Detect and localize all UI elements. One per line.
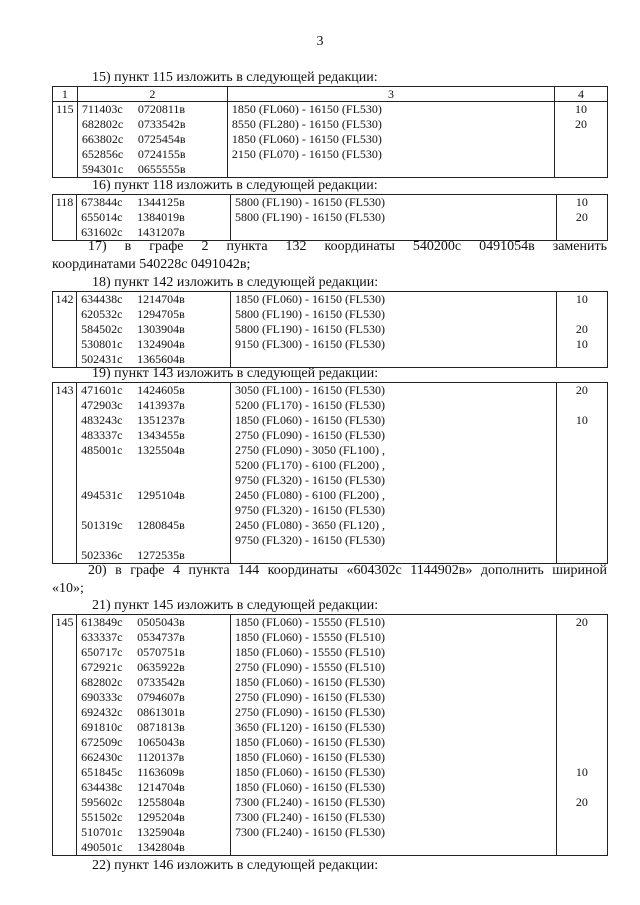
longitude: 0635922в xyxy=(137,660,185,674)
coordinate-line xyxy=(81,473,226,488)
longitude: 0505043в xyxy=(137,615,185,629)
longitude: 1344125в xyxy=(137,195,185,209)
level-range: 5800 (FL190) - 16150 (FL530) xyxy=(235,210,385,224)
level-range: 1850 (FL060) - 16150 (FL530) xyxy=(235,292,385,306)
levels-cell xyxy=(231,383,557,564)
level-range: 1850 (FL060) - 16150 (FL530) xyxy=(235,675,385,689)
latitude: 634438с xyxy=(81,292,123,306)
longitude: 0720811в xyxy=(137,102,186,116)
width-value xyxy=(557,352,607,367)
table-item-145 xyxy=(52,614,608,856)
section-21-heading: 21) пункт 145 изложить в следующей редакции: xyxy=(92,598,379,613)
coordinate-line xyxy=(81,750,226,765)
coordinate-line xyxy=(81,795,226,810)
latitude: 490501с xyxy=(81,840,123,854)
level-range xyxy=(235,840,552,855)
width-value xyxy=(557,458,607,473)
level-range: 2450 (FL080) - 6100 (FL200) , xyxy=(235,488,385,502)
longitude: 1120137в xyxy=(137,750,185,764)
levels-cell xyxy=(231,292,557,368)
width-cell xyxy=(556,615,607,856)
width-value xyxy=(557,443,607,458)
coordinate-line xyxy=(81,322,226,337)
latitude: 485001с xyxy=(81,443,123,457)
level-range: 2450 (FL080) - 3650 (FL120) , xyxy=(235,518,385,532)
latitude: 633337с xyxy=(81,630,123,644)
level-range: 5800 (FL190) - 16150 (FL530) xyxy=(235,322,385,336)
coordinates-cell xyxy=(77,102,227,178)
longitude: 0655555в xyxy=(137,162,186,176)
longitude: 1325904в xyxy=(137,825,185,839)
level-range xyxy=(235,352,552,367)
level-range: 2750 (FL090) - 16150 (FL530) xyxy=(235,705,385,719)
longitude: 1065043в xyxy=(137,735,185,749)
latitude: 692432с xyxy=(81,705,123,719)
width-value: 20 xyxy=(575,795,588,809)
width-value xyxy=(557,750,607,765)
width-value: 20 xyxy=(575,322,588,336)
level-range: 9750 (FL320) - 16150 (FL530) xyxy=(235,533,385,547)
section-16-heading: 16) пункт 118 изложить в следующей редакции: xyxy=(92,178,378,193)
coordinate-line xyxy=(81,195,226,210)
level-range: 7300 (FL240) - 16150 (FL530) xyxy=(235,825,385,839)
width-value xyxy=(555,147,607,162)
longitude: 1413937в xyxy=(137,398,185,412)
latitude: 502336с xyxy=(81,548,123,562)
coordinate-line xyxy=(81,690,226,705)
coordinate-line xyxy=(82,147,223,162)
paragraph-17-line-2: координатами 540228с 0491042в; xyxy=(52,257,251,272)
longitude: 1431207в xyxy=(137,225,185,239)
longitude: 0794607в xyxy=(137,690,185,704)
latitude: 690333с xyxy=(81,690,123,704)
longitude: 1424605в xyxy=(137,383,185,397)
latitude: 594301с xyxy=(81,162,124,176)
level-range: 1850 (FL060) - 16150 (FL530) xyxy=(235,413,385,427)
coordinates-cell xyxy=(77,195,231,241)
header-col-4: 4 xyxy=(555,87,608,102)
width-value xyxy=(557,630,607,645)
level-range: 5200 (FL170) - 16150 (FL530) xyxy=(235,398,385,412)
latitude: 494531с xyxy=(81,488,123,502)
table-item-115 xyxy=(52,86,608,178)
section-15-heading: 15) пункт 115 изложить в следующей редакции: xyxy=(92,70,378,85)
level-range: 9150 (FL300) - 16150 (FL530) xyxy=(235,337,385,351)
level-range: 1850 (FL060) - 16150 (FL530) xyxy=(235,750,385,764)
levels-cell xyxy=(231,615,557,856)
width-value xyxy=(557,428,607,443)
item-number: 118 xyxy=(53,195,77,241)
coordinate-line xyxy=(81,398,226,413)
level-range: 5800 (FL190) - 16150 (FL530) xyxy=(235,195,385,209)
latitude: 631602с xyxy=(81,225,123,239)
coordinate-line xyxy=(81,383,226,398)
coordinate-line xyxy=(81,533,226,548)
level-range: 1850 (FL060) - 15550 (FL510) xyxy=(235,615,385,629)
width-value xyxy=(557,473,607,488)
width-value xyxy=(557,488,607,503)
latitude: 584502с xyxy=(81,322,123,336)
table-row xyxy=(53,383,608,564)
coordinate-line xyxy=(82,162,223,177)
coordinate-line xyxy=(81,292,226,307)
width-value xyxy=(557,548,607,563)
latitude: 483337с xyxy=(81,428,123,442)
table-item-142 xyxy=(52,291,608,368)
width-value: 10 xyxy=(575,195,588,209)
section-19-heading: 19) пункт 143 изложить в следующей редакции: xyxy=(92,366,379,381)
level-range: 7300 (FL240) - 16150 (FL530) xyxy=(235,795,385,809)
header-col-2: 2 xyxy=(77,87,227,102)
table-item-118 xyxy=(52,194,608,241)
coordinate-line xyxy=(81,810,226,825)
header-col-1: 1 xyxy=(53,87,78,102)
coordinate-line xyxy=(81,825,226,840)
level-range: 1850 (FL060) - 16150 (FL530) xyxy=(231,132,382,146)
coordinate-line xyxy=(81,720,226,735)
coordinates-cell xyxy=(77,615,231,856)
latitude: 691810с xyxy=(81,720,123,734)
level-range: 7300 (FL240) - 16150 (FL530) xyxy=(235,810,385,824)
longitude: 1325504в xyxy=(137,443,185,457)
latitude: 530801с xyxy=(81,337,123,351)
header-col-3: 3 xyxy=(227,87,554,102)
item-number: 142 xyxy=(53,292,77,368)
latitude: 471601с xyxy=(81,383,123,397)
width-value xyxy=(557,307,607,322)
latitude: 663802с xyxy=(81,132,124,146)
width-value xyxy=(557,780,607,795)
width-value xyxy=(557,825,607,840)
latitude: 662430с xyxy=(81,750,123,764)
coordinate-line xyxy=(81,615,226,630)
levels-cell xyxy=(227,102,554,178)
coordinate-line xyxy=(81,630,226,645)
table-row xyxy=(53,292,608,368)
width-value xyxy=(557,705,607,720)
width-value: 20 xyxy=(575,210,588,224)
coordinate-line xyxy=(81,780,226,795)
level-range: 3050 (FL100) - 16150 (FL530) xyxy=(235,383,385,397)
level-range: 2150 (FL070) - 16150 (FL530) xyxy=(231,147,382,161)
width-value: 20 xyxy=(575,117,588,131)
item-number: 115 xyxy=(53,102,78,178)
width-value: 10 xyxy=(575,292,588,306)
longitude: 1303904в xyxy=(137,322,185,336)
coordinate-line xyxy=(81,645,226,660)
table-row xyxy=(53,195,608,241)
level-range: 1850 (FL060) - 15550 (FL510) xyxy=(235,630,385,644)
level-range: 5800 (FL190) - 16150 (FL530) xyxy=(235,307,385,321)
coordinate-line xyxy=(81,765,226,780)
level-range: 1850 (FL060) - 16150 (FL530) xyxy=(231,102,382,116)
latitude: 483243с xyxy=(81,413,123,427)
longitude: 1324904в xyxy=(137,337,185,351)
latitude: 620532с xyxy=(81,307,123,321)
coordinate-line xyxy=(81,210,226,225)
width-value xyxy=(557,810,607,825)
width-value: 10 xyxy=(575,102,588,116)
coordinate-line xyxy=(82,102,223,117)
latitude: 650717с xyxy=(81,645,123,659)
width-value xyxy=(557,503,607,518)
coordinate-line xyxy=(82,132,223,147)
coordinate-line xyxy=(81,503,226,518)
coordinate-line xyxy=(81,488,226,503)
longitude: 1214704в xyxy=(137,292,185,306)
section-22-heading: 22) пункт 146 изложить в следующей редакции: xyxy=(92,858,379,873)
level-range: 2750 (FL090) - 16150 (FL530) xyxy=(235,690,385,704)
level-range: 2750 (FL090) - 16150 (FL530) xyxy=(235,428,385,442)
longitude: 0733542в xyxy=(137,675,185,689)
paragraph-20-line-1: 20) в графе 4 пункта 144 координаты «604302с 1144902в» дополнить шириной xyxy=(88,563,607,578)
width-value xyxy=(555,132,607,147)
width-value xyxy=(557,840,607,855)
longitude: 1384019в xyxy=(137,210,185,224)
width-value: 20 xyxy=(575,615,588,629)
width-value: 10 xyxy=(575,337,588,351)
latitude: 613849с xyxy=(81,615,123,629)
longitude: 1214704в xyxy=(137,780,185,794)
coordinate-line xyxy=(81,705,226,720)
level-range: 9750 (FL320) - 16150 (FL530) xyxy=(235,473,385,487)
latitude: 673844с xyxy=(81,195,123,209)
width-value xyxy=(557,735,607,750)
paragraph-20 xyxy=(52,562,607,598)
latitude: 682802с xyxy=(81,675,123,689)
paragraph-17-line-1: 17) в графе 2 пункта 132 координаты 540200с 0491054в заменить xyxy=(88,239,607,254)
coordinate-line xyxy=(82,117,223,132)
longitude: 0725454в xyxy=(137,132,186,146)
level-range: 9750 (FL320) - 16150 (FL530) xyxy=(235,503,385,517)
latitude: 551502с xyxy=(81,810,123,824)
level-range: 1850 (FL060) - 16150 (FL530) xyxy=(235,765,385,779)
coordinates-cell xyxy=(77,383,231,564)
latitude: 510701с xyxy=(81,825,123,839)
latitude: 501319с xyxy=(81,518,123,532)
longitude: 0570751в xyxy=(137,645,185,659)
table-header-row xyxy=(53,87,608,102)
latitude: 711403с xyxy=(81,102,123,116)
longitude: 1342804в xyxy=(137,840,185,854)
section-18-heading: 18) пункт 142 изложить в следующей редакции: xyxy=(92,275,379,290)
level-range xyxy=(235,548,552,563)
level-range: 1850 (FL060) - 15550 (FL510) xyxy=(235,645,385,659)
level-range: 5200 (FL170) - 6100 (FL200) , xyxy=(235,458,385,472)
paragraph-17 xyxy=(52,238,607,274)
page-number: 3 xyxy=(316,34,324,49)
width-cell xyxy=(556,383,607,564)
longitude: 1272535в xyxy=(137,548,185,562)
level-range xyxy=(232,162,550,177)
width-value xyxy=(557,518,607,533)
longitude: 1295104в xyxy=(137,488,185,502)
width-value xyxy=(557,398,607,413)
latitude: 595602с xyxy=(81,795,123,809)
width-value xyxy=(557,533,607,548)
coordinate-line xyxy=(81,352,226,367)
level-range: 1850 (FL060) - 16150 (FL530) xyxy=(235,735,385,749)
width-value xyxy=(555,162,607,177)
width-cell xyxy=(556,292,607,368)
coordinate-line xyxy=(81,458,226,473)
longitude: 1294705в xyxy=(137,307,185,321)
levels-cell xyxy=(231,195,557,241)
latitude: 652856с xyxy=(81,147,124,161)
width-value xyxy=(557,645,607,660)
longitude: 0724155в xyxy=(137,147,186,161)
latitude: 472903с xyxy=(81,398,123,412)
coordinate-line xyxy=(81,337,226,352)
level-range: 2750 (FL090) - 15550 (FL510) xyxy=(235,660,385,674)
longitude: 0871813в xyxy=(137,720,185,734)
table-row xyxy=(53,615,608,856)
longitude: 0861301в xyxy=(137,705,185,719)
paragraph-20-line-2: «10»; xyxy=(52,581,84,596)
coordinate-line xyxy=(81,660,226,675)
width-value: 10 xyxy=(575,413,588,427)
latitude: 634438с xyxy=(81,780,123,794)
longitude: 1163609в xyxy=(137,765,185,779)
width-value: 20 xyxy=(575,383,588,397)
longitude: 1365604в xyxy=(137,352,185,366)
coordinate-line xyxy=(81,307,226,322)
coordinate-line xyxy=(81,548,226,563)
width-value: 10 xyxy=(575,765,588,779)
coordinate-line xyxy=(81,413,226,428)
item-number: 143 xyxy=(53,383,77,564)
coordinate-line xyxy=(81,840,226,855)
table-item-143 xyxy=(52,382,608,564)
level-range: 8550 (FL280) - 16150 (FL530) xyxy=(231,117,382,131)
level-range: 1850 (FL060) - 16150 (FL530) xyxy=(235,780,385,794)
table-row xyxy=(53,102,608,178)
coordinates-cell xyxy=(77,292,231,368)
coordinate-line xyxy=(81,518,226,533)
coordinate-line xyxy=(81,428,226,443)
coordinate-line xyxy=(81,735,226,750)
width-cell xyxy=(556,195,607,241)
width-value xyxy=(557,660,607,675)
latitude: 655014с xyxy=(81,210,123,224)
coordinate-line xyxy=(81,675,226,690)
latitude: 651845с xyxy=(81,765,123,779)
longitude: 1280845в xyxy=(137,518,185,532)
latitude: 672509с xyxy=(81,735,123,749)
longitude: 1255804в xyxy=(137,795,185,809)
longitude: 1295204в xyxy=(137,810,185,824)
longitude: 0733542в xyxy=(137,117,186,131)
latitude: 672921с xyxy=(81,660,123,674)
level-range: 3650 (FL120) - 16150 (FL530) xyxy=(235,720,385,734)
level-range: 2750 (FL090) - 3050 (FL100) , xyxy=(235,443,385,457)
longitude: 1343455в xyxy=(137,428,185,442)
latitude: 682802с xyxy=(81,117,124,131)
width-value xyxy=(557,675,607,690)
coordinate-line xyxy=(81,443,226,458)
longitude: 0534737в xyxy=(137,630,185,644)
width-value xyxy=(557,690,607,705)
latitude: 502431с xyxy=(81,352,123,366)
width-cell xyxy=(555,102,608,178)
longitude: 1351237в xyxy=(137,413,185,427)
item-number: 145 xyxy=(53,615,77,856)
width-value xyxy=(557,720,607,735)
